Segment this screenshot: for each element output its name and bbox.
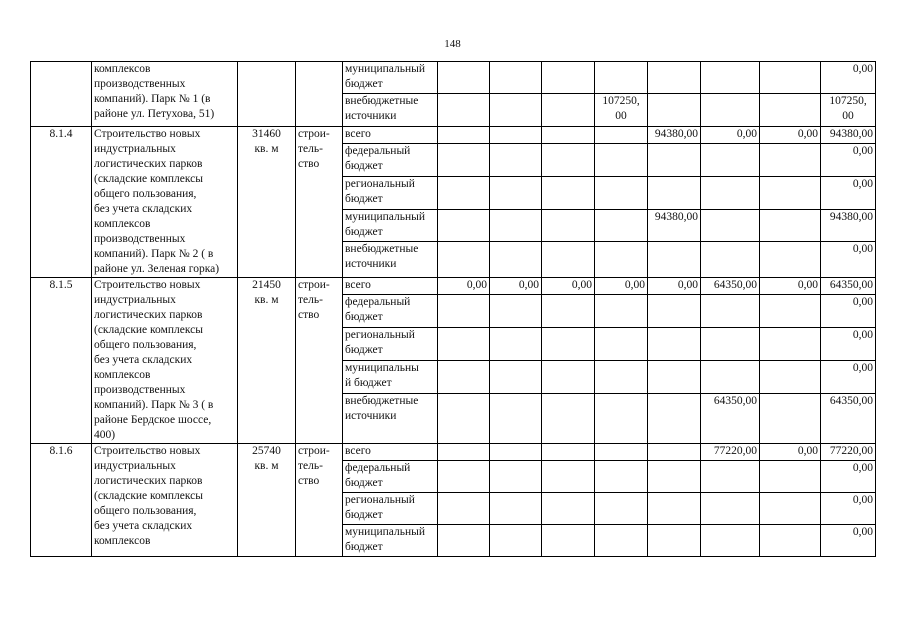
amount-cell: [760, 94, 821, 127]
funding-source-cell: муниципальный бюджет: [343, 525, 438, 557]
amount-cell: [760, 242, 821, 278]
amount-cell: 94380,00: [821, 127, 876, 144]
amount-cell: [760, 360, 821, 393]
amount-cell: [490, 493, 542, 525]
amount-cell: [490, 525, 542, 557]
amount-cell: 0,00: [542, 278, 595, 295]
amount-cell: [438, 144, 490, 177]
amount-cell: [542, 461, 595, 493]
amount-cell: 0,00: [760, 444, 821, 461]
amount-cell: [595, 62, 648, 94]
amount-cell: [542, 144, 595, 177]
amount-cell: 0,00: [821, 62, 876, 94]
amount-cell: [701, 295, 760, 328]
amount-cell: [760, 176, 821, 209]
amount-cell: [595, 328, 648, 361]
item-number-cell: 8.1.5: [31, 278, 92, 444]
amount-cell: [542, 493, 595, 525]
amount-cell: [438, 461, 490, 493]
item-name-cell: комплексов производственных компаний). Парк № 1 (в районе ул. Петухова, 51): [92, 62, 238, 127]
amount-cell: [648, 525, 701, 557]
amount-cell: [438, 444, 490, 461]
amount-cell: [542, 127, 595, 144]
amount-cell: [595, 295, 648, 328]
funding-source-cell: муниципальный бюджет: [343, 209, 438, 242]
table-row: [31, 278, 876, 295]
amount-cell: 0,00: [821, 176, 876, 209]
amount-cell: 0,00: [701, 127, 760, 144]
amount-cell: [438, 209, 490, 242]
item-name-cell: Строительство новых индустриальных логистических парков (складские комплексы общего пользования, без учета складских комплексов производственных компаний). Парк № 2 ( в районе ул. Зеленая горка): [92, 127, 238, 278]
funding-table: [30, 61, 876, 557]
amount-cell: 94380,00: [648, 209, 701, 242]
amount-cell: [438, 94, 490, 127]
amount-cell: 77220,00: [821, 444, 876, 461]
amount-cell: [760, 295, 821, 328]
amount-cell: [438, 295, 490, 328]
funding-source-cell: муниципальный бюджет: [343, 62, 438, 94]
amount-cell: [595, 393, 648, 443]
amount-cell: [438, 62, 490, 94]
amount-cell: [595, 444, 648, 461]
item-name-cell: Строительство новых индустриальных логистических парков (складские комплексы общего пользования, без учета складских комплексов производственных компаний). Парк № 3 ( в районе Бердское шоссе, 400): [92, 278, 238, 444]
amount-cell: [438, 525, 490, 557]
work-type-cell: строи- тель- ство: [296, 444, 343, 557]
amount-cell: 107250, 00: [821, 94, 876, 127]
amount-cell: 0,00: [595, 278, 648, 295]
amount-cell: [648, 328, 701, 361]
amount-cell: [542, 94, 595, 127]
amount-cell: 0,00: [760, 278, 821, 295]
amount-cell: [760, 209, 821, 242]
amount-cell: [760, 525, 821, 557]
amount-cell: [760, 393, 821, 443]
amount-cell: 94380,00: [648, 127, 701, 144]
amount-cell: [490, 62, 542, 94]
amount-cell: 0,00: [821, 144, 876, 177]
amount-cell: [438, 328, 490, 361]
amount-cell: [701, 360, 760, 393]
amount-cell: 77220,00: [701, 444, 760, 461]
amount-cell: [648, 360, 701, 393]
funding-source-cell: всего: [343, 127, 438, 144]
amount-cell: [490, 144, 542, 177]
table-row: [31, 62, 876, 94]
amount-cell: [438, 393, 490, 443]
amount-cell: [542, 295, 595, 328]
funding-source-cell: федеральный бюджет: [343, 295, 438, 328]
amount-cell: [542, 176, 595, 209]
amount-cell: 64350,00: [821, 278, 876, 295]
work-type-cell: строи- тель- ство: [296, 278, 343, 444]
amount-cell: 0,00: [821, 493, 876, 525]
amount-cell: 0,00: [821, 295, 876, 328]
amount-cell: [760, 144, 821, 177]
amount-cell: [648, 493, 701, 525]
amount-cell: [490, 444, 542, 461]
amount-cell: 0,00: [821, 461, 876, 493]
amount-cell: 0,00: [821, 328, 876, 361]
amount-cell: [490, 127, 542, 144]
amount-cell: [542, 525, 595, 557]
amount-cell: [490, 461, 542, 493]
amount-cell: [542, 62, 595, 94]
amount-cell: [701, 328, 760, 361]
table-row: [31, 127, 876, 144]
amount-cell: [595, 493, 648, 525]
funding-source-cell: региональный бюджет: [343, 493, 438, 525]
amount-cell: [595, 209, 648, 242]
amount-cell: [542, 328, 595, 361]
amount-cell: 0,00: [490, 278, 542, 295]
amount-cell: 0,00: [648, 278, 701, 295]
amount-cell: [701, 144, 760, 177]
amount-cell: 0,00: [760, 127, 821, 144]
amount-cell: 0,00: [821, 525, 876, 557]
amount-cell: [648, 461, 701, 493]
funding-source-cell: федеральный бюджет: [343, 461, 438, 493]
item-number-cell: 8.1.4: [31, 127, 92, 278]
amount-cell: [701, 176, 760, 209]
funding-source-cell: региональный бюджет: [343, 176, 438, 209]
amount-cell: [438, 127, 490, 144]
amount-cell: [438, 360, 490, 393]
funding-source-cell: внебюджетные источники: [343, 393, 438, 443]
volume-cell: 21450 кв. м: [238, 278, 296, 444]
amount-cell: [438, 242, 490, 278]
amount-cell: [701, 461, 760, 493]
amount-cell: 94380,00: [821, 209, 876, 242]
work-type-cell: [296, 62, 343, 127]
item-number-cell: 8.1.6: [31, 444, 92, 557]
volume-cell: 31460 кв. м: [238, 127, 296, 278]
amount-cell: [648, 144, 701, 177]
amount-cell: [595, 176, 648, 209]
amount-cell: [542, 444, 595, 461]
amount-cell: [438, 493, 490, 525]
amount-cell: [760, 328, 821, 361]
amount-cell: [438, 176, 490, 209]
amount-cell: [542, 360, 595, 393]
amount-cell: 0,00: [438, 278, 490, 295]
amount-cell: 0,00: [821, 360, 876, 393]
amount-cell: [595, 144, 648, 177]
amount-cell: [648, 393, 701, 443]
funding-source-cell: федеральный бюджет: [343, 144, 438, 177]
amount-cell: [490, 176, 542, 209]
amount-cell: [490, 360, 542, 393]
amount-cell: [595, 360, 648, 393]
amount-cell: [701, 525, 760, 557]
amount-cell: [490, 328, 542, 361]
amount-cell: [648, 176, 701, 209]
amount-cell: 64350,00: [701, 393, 760, 443]
funding-source-cell: внебюджетные источники: [343, 94, 438, 127]
amount-cell: [490, 393, 542, 443]
amount-cell: [648, 94, 701, 127]
amount-cell: [490, 295, 542, 328]
work-type-cell: строи- тель- ство: [296, 127, 343, 278]
amount-cell: [760, 461, 821, 493]
amount-cell: [595, 127, 648, 144]
amount-cell: [701, 209, 760, 242]
amount-cell: [760, 62, 821, 94]
volume-cell: [238, 62, 296, 127]
amount-cell: [701, 242, 760, 278]
amount-cell: [701, 62, 760, 94]
funding-source-cell: муниципальны й бюджет: [343, 360, 438, 393]
amount-cell: [595, 525, 648, 557]
amount-cell: [542, 393, 595, 443]
volume-cell: 25740 кв. м: [238, 444, 296, 557]
amount-cell: 64350,00: [821, 393, 876, 443]
item-name-cell: Строительство новых индустриальных логистических парков (складские комплексы общего пользования, без учета складских комплексов: [92, 444, 238, 557]
funding-source-cell: внебюджетные источники: [343, 242, 438, 278]
funding-source-cell: всего: [343, 278, 438, 295]
amount-cell: [595, 461, 648, 493]
amount-cell: [701, 493, 760, 525]
amount-cell: [542, 209, 595, 242]
table-row: [31, 444, 876, 461]
amount-cell: 0,00: [821, 242, 876, 278]
item-number-cell: [31, 62, 92, 127]
page-number: 148: [444, 38, 461, 50]
amount-cell: [542, 242, 595, 278]
amount-cell: [490, 94, 542, 127]
funding-source-cell: всего: [343, 444, 438, 461]
amount-cell: [490, 209, 542, 242]
amount-cell: 64350,00: [701, 278, 760, 295]
amount-cell: [648, 242, 701, 278]
amount-cell: [490, 242, 542, 278]
amount-cell: [760, 493, 821, 525]
amount-cell: [648, 62, 701, 94]
amount-cell: [648, 295, 701, 328]
amount-cell: [595, 242, 648, 278]
amount-cell: 107250, 00: [595, 94, 648, 127]
amount-cell: [648, 444, 701, 461]
funding-source-cell: региональный бюджет: [343, 328, 438, 361]
amount-cell: [701, 94, 760, 127]
